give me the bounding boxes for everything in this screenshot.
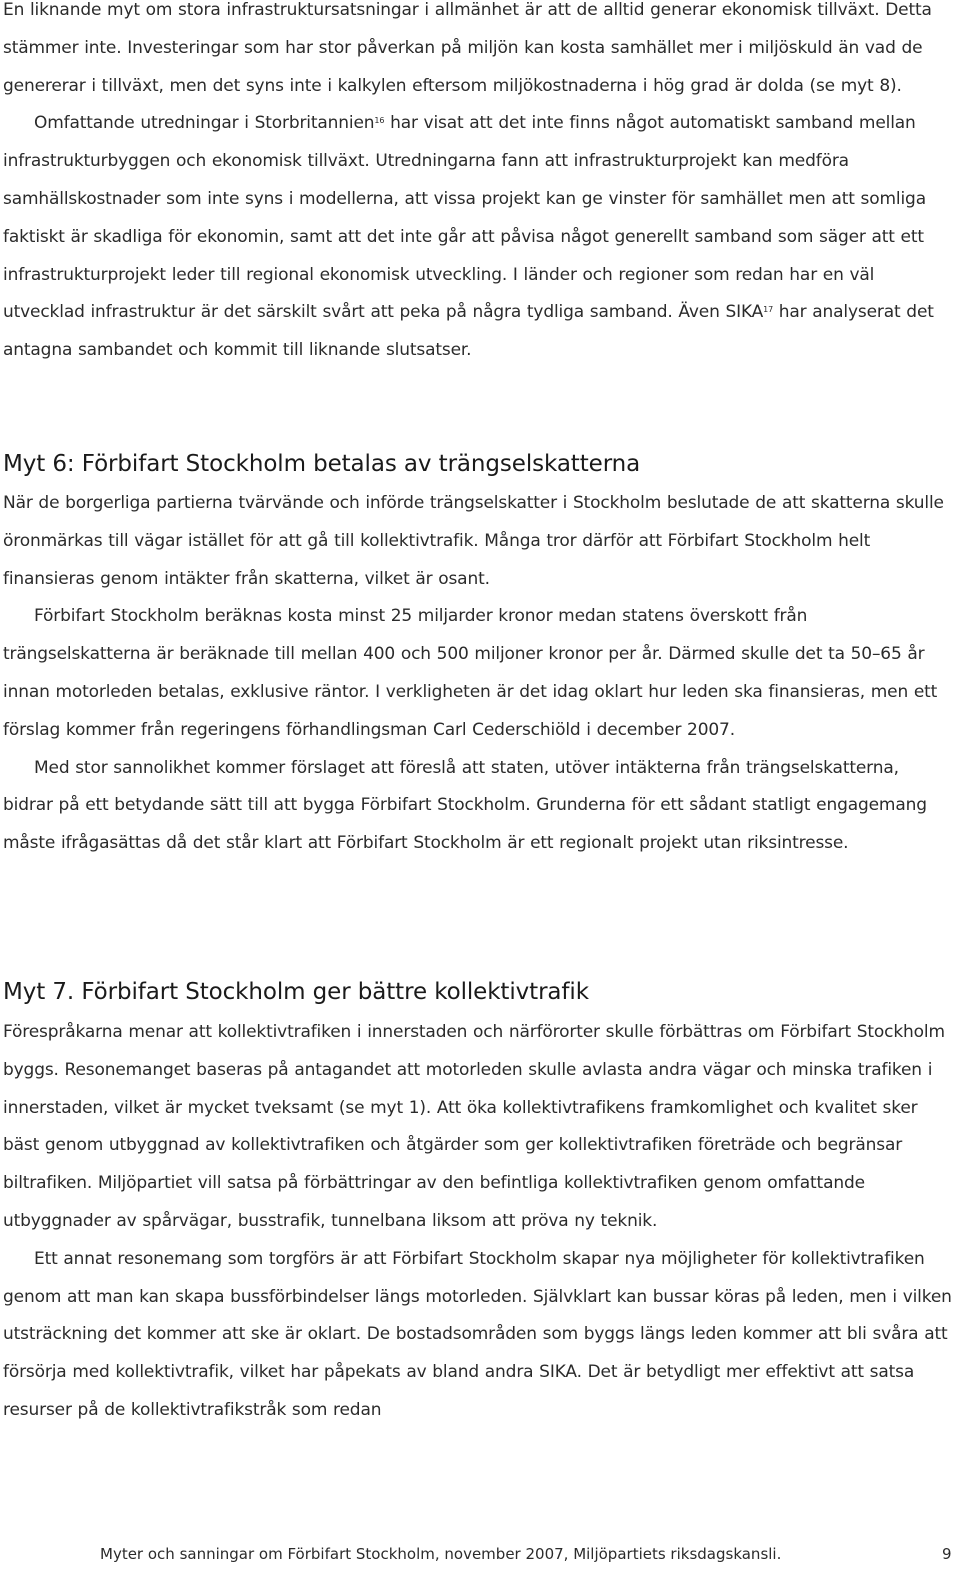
myth-7-heading: Myt 7. Förbifart Stockholm ger bättre kollektivtrafik [3,979,589,1005]
myth-6-paragraph-3: Med stor sannolikhet kommer förslaget att föreslå att staten, utöver intäkterna från trängselskatterna, bidrar på ett betydande sätt till att bygga Förbifart Stockholm. Grunderna för ett sådant statligt engagemang måste ifrågasättas då det står klart att Förbifart Stockholm är ett regionalt projekt utan riksintresse. [3,757,927,854]
footer-text: Myter och sanningar om Förbifart Stockholm, november 2007, Miljöpartiets riksdagskansli. [100,1545,782,1563]
page-number: 9 [942,1545,952,1563]
footnote-ref-17[interactable]: 17 [763,305,774,315]
page-footer [0,1545,960,1569]
intro-paragraph-2-text-b: har visat att det inte finns något automatiskt samband mellan infrastrukturbyggen och ekonomisk tillväxt. Utredningarna fann att infrastrukturprojekt kan medföra samhällskostnader som inte syns i modellerna, att vissa projekt kan ge vinster för samhället men att somliga faktiskt är skadliga för ekonomin, samt att det inte går att påvisa något generellt samband som säger att ett infrastrukturprojekt leder till regional ekonomisk utveckling. I länder och regioner som redan har en väl utvecklad infrastruktur är det särskilt svårt att peka på några tydliga samband. Även SIKA [3,113,926,323]
intro-paragraph-2-text-c: har analyserat det antagna sambandet och kommit till liknande slutsatser. [3,302,934,361]
myth-7-paragraph-2: Ett annat resonemang som torgförs är att Förbifart Stockholm skapar nya möjligheter för kollektivtrafiken genom att man kan skapa bussförbindelser längs motorleden. Självklart kan bussar köras på leden, men i vilken utsträckning det kommer att ske är oklart. De bostadsområden som byggs längs leden kommer att bli svåra att försörja med kollektivtrafik, vilket har påpekats av bland andra SIKA. Det är betydligt mer effektivt att satsa resurser på de kollektivtrafikstråk som redan [3,1248,952,1420]
myth-7-paragraph-1: Förespråkarna menar att kollektivtrafiken i innerstaden och närförorter skulle förbättras om Förbifart Stockholm byggs. Resonemanget baseras på antagandet att motorleden skulle avlasta andra vägar och minska trafiken i innerstaden, vilket är mycket tveksamt (se myt 1). Att öka kollektivtrafikens framkomlighet och kvalitet sker bäst genom utbyggnad av kollektivtrafiken och åtgärder som ger kollektivtrafiken företräde och begränsar biltrafiken. Miljöpartiet vill satsa på förbättringar av den befintliga kollektivtrafiken genom omfattande utbyggnader av spårvägar, busstrafik, tunnelbana liksom att pröva ny teknik. [3,1022,945,1231]
myth-6-paragraph-1: När de borgerliga partierna tvärvände och införde trängselskatter i Stockholm beslutade de att skatterna skulle öronmärkas till vägar istället för att gå till kollektivtrafik. Många tror därför att Förbifart Stockholm helt finansieras genom intäkter från skatterna, vilket är osant. [3,493,944,589]
myth-7-section [3,1014,953,1430]
myth-6-paragraph-2: Förbifart Stockholm beräknas kosta minst 25 miljarder kronor medan statens överskott från trängselskatterna är beräknade till mellan 400 och 500 miljoner kronor per år. Därmed skulle det ta 50–65 år innan motorleden betalas, exklusive räntor. I verkligheten är det idag oklart hur leden ska finansieras, men ett förslag kommer från regeringens förhandlingsman Carl Cederschiöld i december 2007. [3,606,938,740]
intro-paragraph-1: En liknande myt om stora infrastruktursatsningar i allmänhet är att de alltid generar ekonomisk tillväxt. Detta stämmer inte. Investeringar som har stor påverkan på miljön kan kosta samhället mer i miljöskuld än vad de genererar i tillväxt, men det syns inte i kalkylen eftersom miljökostnaderna i hög grad är dolda (se myt 8). [3,0,932,96]
myth-6-section [3,485,953,863]
intro-paragraph-2-text-a: Omfattande utredningar i Storbritannien [34,113,375,134]
intro-section [3,0,953,370]
footnote-ref-16[interactable]: 16 [374,116,385,126]
intro-paragraph-2 [3,105,953,370]
myth-6-heading: Myt 6: Förbifart Stockholm betalas av trängselskatterna [3,451,641,477]
